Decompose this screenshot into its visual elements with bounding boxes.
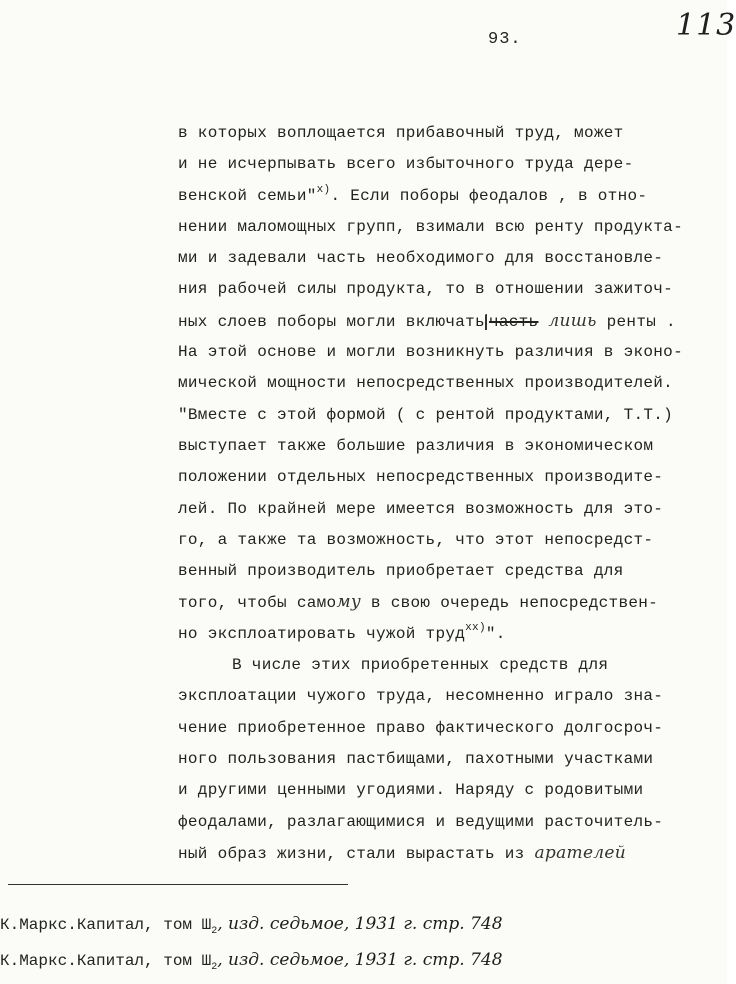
body-line-6: ния рабочей силы продукта, то в отношении зажиточ-	[178, 280, 674, 299]
body-line-3	[178, 181, 723, 212]
footnote-2-sub: 2	[211, 962, 218, 973]
footnote-2	[0, 942, 727, 978]
body-line-1: в которых воплощается прибавочный труд, может	[178, 124, 624, 142]
page-number: 93.	[488, 30, 522, 49]
body-line-13: лей. По крайней мере имеется возможность для это-	[178, 499, 664, 518]
body-line-2: и не исчерпывать всего избыточного труда дере-	[178, 155, 634, 174]
body-line-3-text: венской семьи"	[178, 186, 317, 205]
body-line-11: выступает также большие различия в экономическом	[178, 436, 654, 455]
footnote-divider	[8, 884, 348, 885]
body-line-3-tail: . Если поборы феодалов , в отно-	[330, 186, 648, 205]
body-line-17-text: но эксплоатировать чужой труд	[178, 624, 466, 643]
body-line-22: и другими ценными угодиями. Наряду с родовитыми	[178, 781, 644, 800]
footnote-1-sub: 2	[211, 926, 218, 937]
struck-word: часть	[488, 312, 539, 331]
body-line-17-tail: ".	[485, 624, 506, 643]
footnote-2-handwritten: , изд. седьмое, 1931 г. стр. 748	[217, 950, 503, 970]
body-line-15: венный производитель приобретает средства для	[178, 562, 624, 581]
footnote-1-handwritten: , изд. седьмое, 1931 г. стр. 748	[217, 914, 503, 934]
footnote-1-print: К.Маркс.Капитал, том Ш	[0, 916, 212, 934]
footnote-ref-x: x)	[316, 183, 331, 196]
body-line-4: нении маломощных групп, взимали всю ренту продукта-	[178, 217, 683, 236]
typewritten-body	[178, 118, 723, 869]
footnote-ref-xx: хх)	[465, 621, 486, 634]
handwritten-ending: му	[336, 592, 361, 613]
body-line-7-tail: ренты .	[606, 312, 676, 331]
body-line-16	[178, 587, 723, 618]
body-line-21: ного пользования пастбищами, пахотными участками	[178, 749, 654, 768]
body-line-16-tail: в свою очередь непосредствен-	[370, 594, 659, 613]
body-line-20: чение приобретенное право фактического долгосроч-	[178, 718, 664, 737]
handwritten-correction-mark	[485, 314, 487, 330]
body-line-8: На этой основе и могли возникнуть различия в эконо-	[178, 343, 683, 362]
body-line-9: мической мощности непосредственных производителей.	[178, 374, 674, 393]
body-line-17	[178, 619, 723, 650]
body-line-19: эксплоатации чужого труда, несомненно играло зна-	[178, 687, 664, 706]
body-line-12: положении отдельных непосредственных производите-	[178, 468, 664, 487]
archive-page-number: 113	[676, 8, 736, 43]
body-line-16-text: того, чтобы само	[178, 594, 337, 613]
body-line-23: феодалами, разлагающимися и ведущими расточитель-	[178, 812, 664, 831]
handwritten-word: арателей	[534, 842, 627, 863]
footnote-2-print: К.Маркс.Капитал, том Ш	[0, 952, 212, 970]
body-line-24	[178, 838, 723, 869]
body-line-18: В числе этих приобретенных средств для	[232, 656, 609, 675]
body-line-7	[178, 306, 723, 337]
body-line-10: "Вместе с этой формой ( с рентой продуктами, Т.Т.)	[178, 405, 674, 424]
footnotes	[0, 906, 727, 978]
body-line-14: го, а также та возможность, что этот непосредст-	[178, 530, 654, 549]
handwritten-inserted-word: лишь	[548, 310, 597, 331]
body-line-7-text: ных слоев поборы могли включать	[178, 312, 485, 331]
body-line-24-text: ный образ жизни, стали вырастать из	[178, 844, 525, 863]
footnote-1	[0, 906, 727, 942]
body-line-5: ми и задевали часть необходимого для восстановле-	[178, 249, 664, 268]
